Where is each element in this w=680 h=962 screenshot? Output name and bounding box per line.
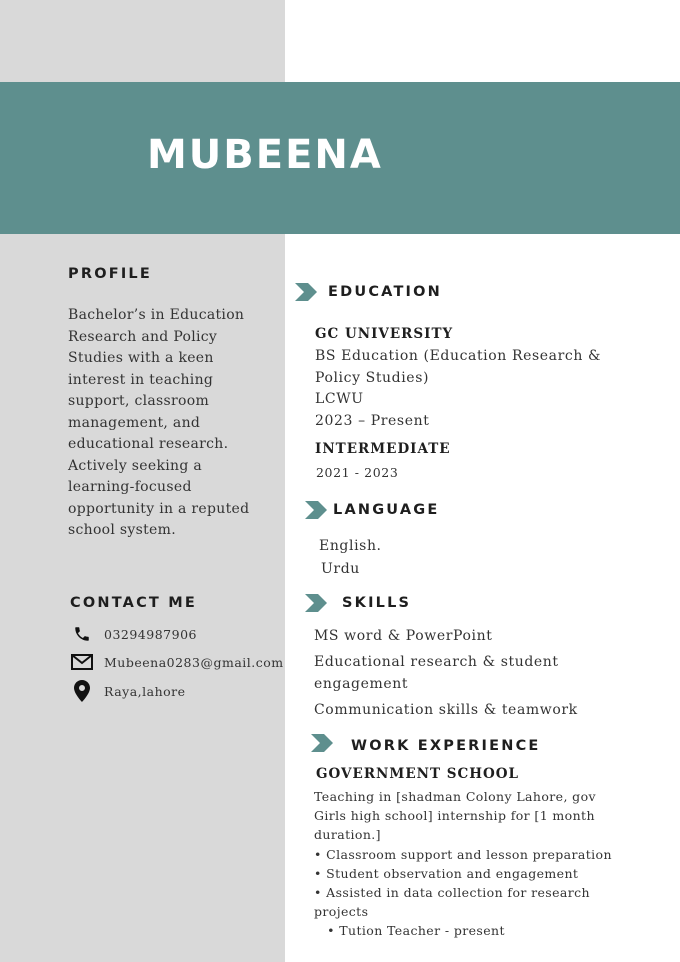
contact-email[interactable]: Mubeena0283@gmail.com [104, 654, 284, 670]
work-line: • Tution Teacher - present [314, 923, 505, 939]
language-item: Urdu [321, 561, 360, 577]
contact-heading: CONTACT ME [70, 595, 198, 611]
work-line: Girls high school] internship for [1 month [314, 808, 595, 824]
work-description [314, 787, 614, 941]
location-pin-icon [70, 681, 94, 701]
mail-icon [70, 652, 94, 672]
contact-email-row [70, 651, 284, 673]
work-line: • Classroom support and lesson preparation [314, 846, 612, 862]
work-line: duration.] [314, 827, 381, 843]
education-school: GC UNIVERSITY [315, 326, 454, 342]
education-heading: EDUCATION [328, 284, 443, 300]
education-degree-line1: BS Education (Education Research & [315, 348, 602, 364]
contact-address: Raya,lahore [104, 683, 186, 699]
work-line: Teaching in [shadman Colony Lahore, gov [314, 789, 596, 804]
skills-heading: SKILLS [342, 595, 412, 611]
language-heading: LANGUAGE [333, 502, 440, 518]
education-intermediate: INTERMEDIATE [315, 441, 451, 457]
work-line: • Assisted in data collection for research [314, 885, 590, 901]
candidate-name: MUBEENA [147, 132, 383, 178]
work-chevron-icon [311, 734, 335, 752]
contact-address-row [70, 680, 186, 702]
work-company: GOVERNMENT SCHOOL [316, 766, 519, 782]
work-line: projects [314, 904, 369, 920]
profile-heading: PROFILE [68, 266, 152, 282]
language-chevron-icon [305, 501, 329, 519]
skill-item: MS word & PowerPoint [314, 628, 493, 644]
education-degree-line2: Policy Studies) [315, 370, 430, 386]
education-years: 2023 – Present [315, 413, 430, 429]
education-institute: LCWU [315, 391, 364, 407]
education-intermediate-years: 2021 - 2023 [316, 465, 399, 480]
language-item: English. [319, 538, 382, 554]
education-chevron-icon [295, 283, 319, 301]
work-line: • Student observation and engagement [314, 865, 579, 881]
skill-item: engagement [314, 676, 409, 692]
profile-summary: Bachelor’s in Education Research and Policy Studies with a keen interest in teaching support, classroom management, and educational research. Actively seeking a learning-focused opportunity in a reputed school system. [68, 307, 250, 538]
skill-item: Educational research & student [314, 654, 559, 670]
skill-item: Communication skills & teamwork [314, 702, 578, 718]
phone-icon [70, 624, 94, 644]
work-heading: WORK EXPERIENCE [351, 738, 541, 754]
contact-phone-row [70, 623, 197, 645]
skills-chevron-icon [305, 594, 329, 612]
contact-phone: 03294987906 [104, 626, 197, 642]
